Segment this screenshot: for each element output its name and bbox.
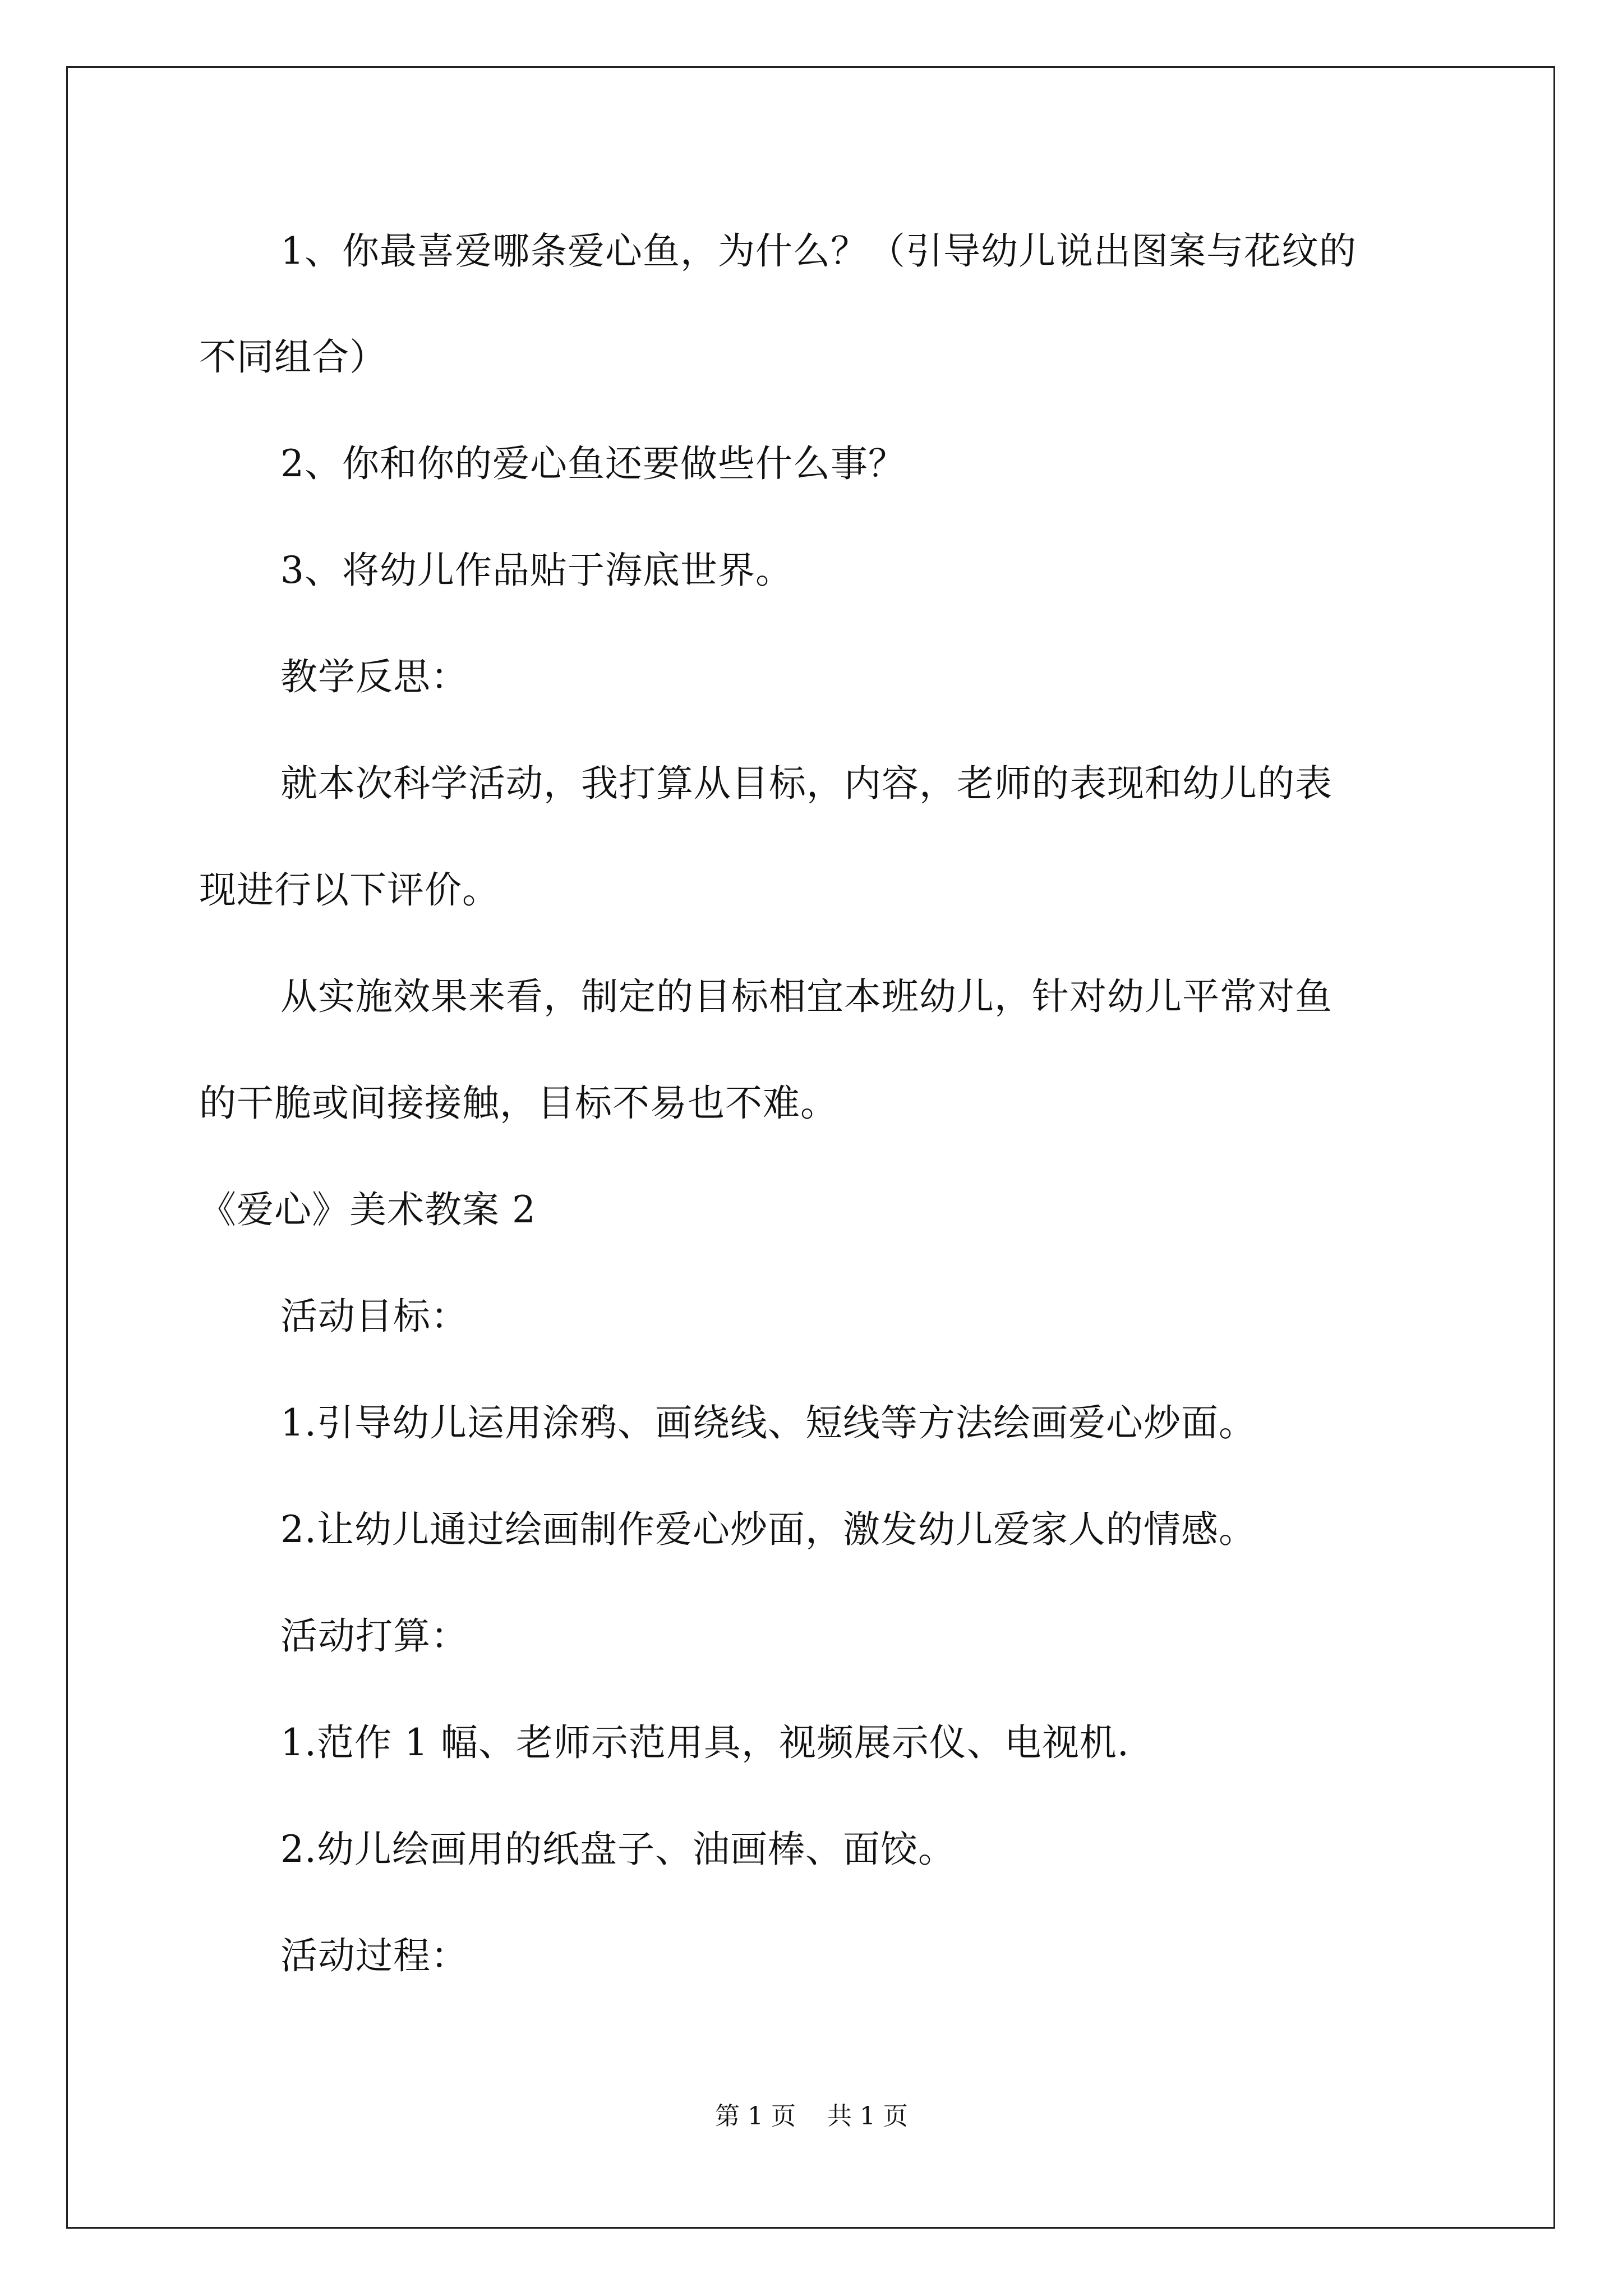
- paragraph-line: 现进行以下评价。: [199, 868, 500, 912]
- list-item: 1.范作 1 幅、老师示范用具，视频展示仪、电视机.: [280, 1721, 1129, 1764]
- list-item: 2.让幼儿通过绘画制作爱心炒面，激发幼儿爱家人的情感。: [280, 1508, 1256, 1551]
- paragraph-line: 就本次科学活动，我打算从目标，内容，老师的表现和幼儿的表: [280, 762, 1332, 805]
- page-border: [66, 66, 1555, 2229]
- page-number-footer: 第 1 页 共 1 页: [715, 2102, 908, 2131]
- section-heading: 教学反思：: [280, 655, 468, 698]
- list-item: 1.引导幼儿运用涂鸦、画绕线、短线等方法绘画爱心炒面。: [280, 1401, 1256, 1444]
- paragraph-line: 的干脆或间接接触，目标不易也不难。: [199, 1082, 838, 1125]
- paragraph-line: 1、你最喜爱哪条爱心鱼，为什么？（引导幼儿说出图案与花纹的: [280, 229, 1357, 273]
- section-heading: 活动打算：: [280, 1614, 468, 1658]
- paragraph-line: 2、你和你的爱心鱼还要做些什么事？: [280, 442, 906, 485]
- paragraph-line: 3、将幼儿作品贴于海底世界。: [280, 549, 793, 592]
- section-heading: 活动目标：: [280, 1295, 468, 1338]
- paragraph-line: 从实施效果来看，制定的目标相宜本班幼儿，针对幼儿平常对鱼: [280, 975, 1332, 1018]
- document-title: 《爱心》美术教案 2: [199, 1188, 536, 1231]
- paragraph-line: 不同组合）: [199, 335, 387, 379]
- list-item: 2.幼儿绘画用的纸盘子、油画棒、面饺。: [280, 1828, 956, 1871]
- section-heading: 活动过程：: [280, 1934, 468, 1977]
